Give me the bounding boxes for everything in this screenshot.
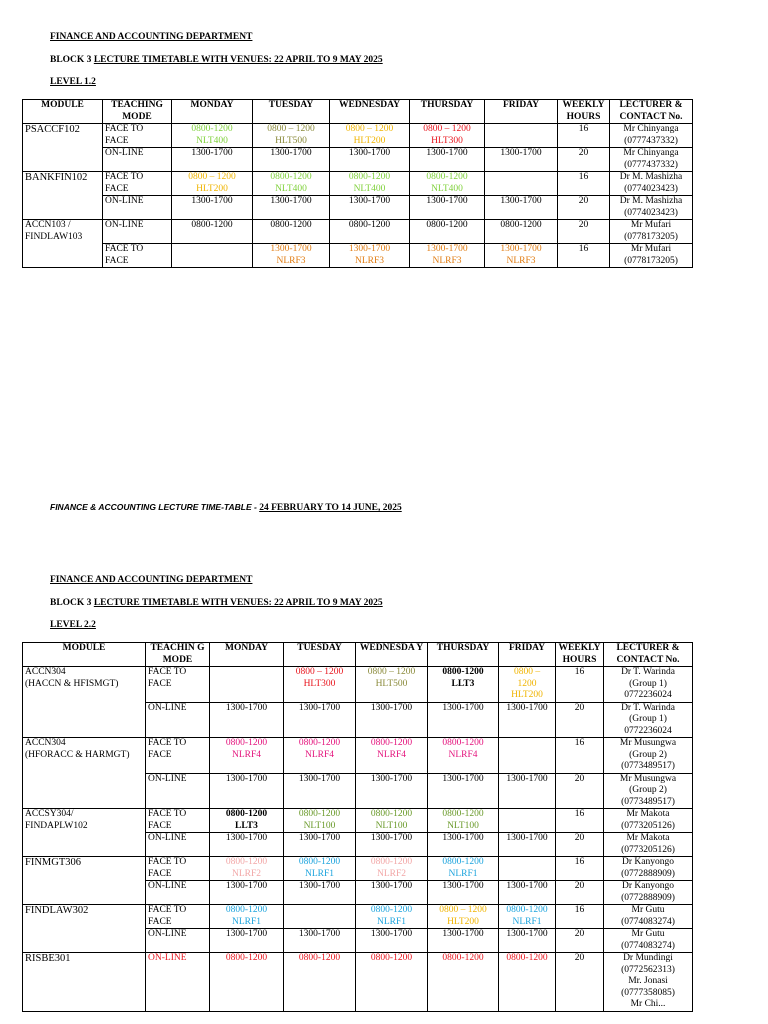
wednesday-slot: 0800 – 1200 HLT200	[330, 124, 410, 148]
friday-slot: 0800 – 1200 HLT200	[499, 667, 556, 703]
column-header: MONDAY	[210, 643, 284, 667]
wednesday-slot: 1300-1700 NLRF3	[330, 244, 410, 268]
column-header: FRIDAY	[485, 100, 558, 124]
friday-slot: 0800-1200	[485, 220, 558, 244]
weekly-hours-cell: 20	[558, 148, 610, 172]
monday-slot: 1300-1700	[210, 702, 284, 738]
weekly-hours-cell: 16	[556, 809, 604, 833]
timetable-level-2-2	[22, 642, 693, 1012]
thursday-slot: 0800 – 1200 HLT200	[428, 905, 499, 929]
friday-slot: 0800-1200 NLRF1	[499, 905, 556, 929]
tuesday-slot: 0800 – 1200 HLT500	[253, 124, 330, 148]
weekly-hours-cell: 20	[556, 929, 604, 953]
module-cell: PSACCF102	[23, 124, 103, 172]
thursday-slot: 1300-1700	[428, 833, 499, 857]
teaching-mode-cell: FACE TO FACE	[146, 809, 210, 833]
thursday-slot: 0800-1200	[428, 953, 499, 1012]
module-cell: FINDLAW302	[23, 905, 146, 953]
tuesday-slot: 0800-1200 NLRF4	[284, 738, 356, 774]
table-row	[23, 738, 693, 774]
friday-slot: 1300-1700	[499, 929, 556, 953]
column-header: THURSDAY	[410, 100, 485, 124]
column-header: MODULE	[23, 100, 103, 124]
lecturer-contact-cell: Mr Musungwa (Group 2) (0773489517)	[604, 773, 693, 809]
column-header: WEDNESDAY	[330, 100, 410, 124]
friday-slot: 1300-1700	[499, 833, 556, 857]
weekly-hours-cell: 20	[556, 833, 604, 857]
thursday-slot: 1300-1700	[428, 702, 499, 738]
block-heading-2: BLOCK 3 LECTURE TIMETABLE WITH VENUES: 22 APRIL TO 9 MAY 2025	[50, 598, 383, 608]
thursday-slot: 0800-1200 NLRF1	[428, 857, 499, 881]
monday-slot: 0800-1200 NLRF2	[210, 857, 284, 881]
department-heading-2: FINANCE AND ACCOUNTING DEPARTMENT	[50, 575, 253, 585]
teaching-mode-cell: ON-LINE	[146, 773, 210, 809]
friday-slot: 1300-1700	[499, 881, 556, 905]
module-cell: ACCSY304/ FINDAPLW102	[23, 809, 146, 857]
weekly-hours-cell: 16	[558, 172, 610, 196]
thursday-slot: 1300-1700	[410, 196, 485, 220]
column-header: LECTURER & CONTACT No.	[610, 100, 693, 124]
lecturer-contact-cell: Dr M. Mashizha (0774023423)	[610, 196, 693, 220]
block-heading-1: BLOCK 3 LECTURE TIMETABLE WITH VENUES: 22 APRIL TO 9 MAY 2025	[50, 55, 383, 65]
table-header-row	[23, 100, 693, 124]
friday-slot	[485, 172, 558, 196]
table-row	[23, 196, 693, 220]
thursday-slot: 1300-1700	[428, 881, 499, 905]
thursday-slot: 1300-1700	[428, 773, 499, 809]
teaching-mode-cell: FACE TO FACE	[103, 124, 172, 148]
column-header: THURSDAY	[428, 643, 499, 667]
teaching-mode-cell: ON-LINE	[146, 929, 210, 953]
lecturer-contact-cell: Mr Mufari (0778173205)	[610, 244, 693, 268]
timetable-period-title: FINANCE & ACCOUNTING LECTURE TIME-TABLE - 24 FEBRUARY TO 14 JUNE, 2025	[50, 502, 402, 513]
teaching-mode-cell: FACE TO FACE	[146, 905, 210, 929]
tuesday-slot: 0800-1200	[253, 220, 330, 244]
monday-slot: 0800-1200 LLT3	[210, 809, 284, 833]
column-header: WEEKLY HOURS	[558, 100, 610, 124]
wednesday-slot: 0800-1200 NLT400	[330, 172, 410, 196]
table-row	[23, 857, 693, 881]
lecturer-contact-cell: Dr T. Warinda (Group 1) 0772236024	[604, 702, 693, 738]
thursday-slot: 0800-1200 NLT100	[428, 809, 499, 833]
tuesday-slot: 1300-1700	[253, 148, 330, 172]
teaching-mode-cell: ON-LINE	[146, 833, 210, 857]
table-header-row	[23, 643, 693, 667]
teaching-mode-cell: FACE TO FACE	[103, 244, 172, 268]
friday-slot	[499, 738, 556, 774]
teaching-mode-cell: FACE TO FACE	[146, 857, 210, 881]
column-header: TUESDAY	[284, 643, 356, 667]
monday-slot: 0800-1200	[210, 953, 284, 1012]
monday-slot	[210, 667, 284, 703]
wednesday-slot: 1300-1700	[356, 881, 428, 905]
department-heading-1: FINANCE AND ACCOUNTING DEPARTMENT	[50, 32, 253, 42]
table-row	[23, 809, 693, 833]
column-header: MONDAY	[172, 100, 253, 124]
timetable-level-1-2	[22, 99, 693, 268]
teaching-mode-cell: ON-LINE	[146, 953, 210, 1012]
teaching-mode-cell: ON-LINE	[103, 196, 172, 220]
weekly-hours-cell: 20	[556, 702, 604, 738]
column-header: TUESDAY	[253, 100, 330, 124]
wednesday-slot: 1300-1700	[330, 196, 410, 220]
monday-slot: 1300-1700	[210, 881, 284, 905]
module-cell: ACCN304 (HACCN & HFISMGT)	[23, 667, 146, 738]
lecturer-contact-cell: Mr Gutu (0774083274)	[604, 929, 693, 953]
module-cell: RISBE301	[23, 953, 146, 1012]
weekly-hours-cell: 16	[556, 857, 604, 881]
monday-slot	[172, 244, 253, 268]
tuesday-slot: 0800-1200	[284, 953, 356, 1012]
lecturer-contact-cell: Dr M. Mashizha (0774023423)	[610, 172, 693, 196]
module-cell: ACCN304 (HFORACC & HARMGT)	[23, 738, 146, 809]
teaching-mode-cell: FACE TO FACE	[146, 738, 210, 774]
monday-slot: 1300-1700	[172, 196, 253, 220]
monday-slot: 1300-1700	[210, 833, 284, 857]
column-header: MODULE	[23, 643, 146, 667]
friday-slot: 1300-1700	[485, 148, 558, 172]
thursday-slot: 0800-1200	[410, 220, 485, 244]
weekly-hours-cell: 20	[556, 953, 604, 1012]
wednesday-slot: 0800-1200 NLT100	[356, 809, 428, 833]
monday-slot: 0800-1200 NLRF1	[210, 905, 284, 929]
level-heading-2: LEVEL 2.2	[50, 620, 96, 630]
thursday-slot: 1300-1700	[428, 929, 499, 953]
wednesday-slot: 0800-1200 NLRF1	[356, 905, 428, 929]
level-heading-1: LEVEL 1.2	[50, 77, 96, 87]
thursday-slot: 1300-1700	[410, 148, 485, 172]
teaching-mode-cell: ON-LINE	[103, 220, 172, 244]
thursday-slot: 0800-1200 NLT400	[410, 172, 485, 196]
module-cell: BANKFIN102	[23, 172, 103, 220]
monday-slot: 0800 – 1200 HLT200	[172, 172, 253, 196]
wednesday-slot: 1300-1700	[356, 929, 428, 953]
monday-slot: 0800-1200 NLRF4	[210, 738, 284, 774]
weekly-hours-cell: 20	[558, 220, 610, 244]
wednesday-slot: 0800-1200	[330, 220, 410, 244]
table-row	[23, 905, 693, 929]
table-row	[23, 953, 693, 1012]
friday-slot: 1300-1700	[499, 773, 556, 809]
monday-slot: 0800-1200	[172, 220, 253, 244]
teaching-mode-cell: FACE TO FACE	[103, 172, 172, 196]
weekly-hours-cell: 20	[558, 196, 610, 220]
weekly-hours-cell: 20	[556, 773, 604, 809]
wednesday-slot: 1300-1700	[356, 773, 428, 809]
wednesday-slot: 1300-1700	[356, 702, 428, 738]
teaching-mode-cell: ON-LINE	[103, 148, 172, 172]
lecturer-contact-cell: Mr Makota (0773205126)	[604, 833, 693, 857]
tuesday-slot: 1300-1700	[284, 881, 356, 905]
lecturer-contact-cell: Mr Musungwa (Group 2) (0773489517)	[604, 738, 693, 774]
table-row	[23, 148, 693, 172]
table-row	[23, 220, 693, 244]
table-row	[23, 244, 693, 268]
tuesday-slot: 1300-1700	[253, 196, 330, 220]
tuesday-slot: 1300-1700	[284, 833, 356, 857]
column-header: WEDNESDA Y	[356, 643, 428, 667]
column-header: LECTURER & CONTACT No.	[604, 643, 693, 667]
lecturer-contact-cell: Mr Mufari (0778173205)	[610, 220, 693, 244]
thursday-slot: 1300-1700 NLRF3	[410, 244, 485, 268]
column-header: TEACHIN G MODE	[146, 643, 210, 667]
wednesday-slot: 0800-1200 NLRF4	[356, 738, 428, 774]
monday-slot: 0800-1200 NLT400	[172, 124, 253, 148]
monday-slot: 1300-1700	[210, 773, 284, 809]
teaching-mode-cell: FACE TO FACE	[146, 667, 210, 703]
tuesday-slot	[284, 905, 356, 929]
weekly-hours-cell: 16	[556, 667, 604, 703]
weekly-hours-cell: 16	[556, 738, 604, 774]
wednesday-slot: 1300-1700	[356, 833, 428, 857]
tuesday-slot: 0800-1200 NLT400	[253, 172, 330, 196]
friday-slot	[499, 809, 556, 833]
tuesday-slot: 0800-1200 NLT100	[284, 809, 356, 833]
tuesday-slot: 0800 – 1200 HLT300	[284, 667, 356, 703]
friday-slot: 0800-1200	[499, 953, 556, 1012]
friday-slot: 1300-1700 NLRF3	[485, 244, 558, 268]
friday-slot: 1300-1700	[499, 702, 556, 738]
thursday-slot: 0800-1200 LLT3	[428, 667, 499, 703]
thursday-slot: 0800-1200 NLRF4	[428, 738, 499, 774]
teaching-mode-cell: ON-LINE	[146, 881, 210, 905]
table-row	[23, 667, 693, 703]
wednesday-slot: 0800 – 1200 HLT500	[356, 667, 428, 703]
wednesday-slot: 0800-1200 NLRF2	[356, 857, 428, 881]
lecturer-contact-cell: Mr Gutu (0774083274)	[604, 905, 693, 929]
wednesday-slot: 1300-1700	[330, 148, 410, 172]
weekly-hours-cell: 20	[556, 881, 604, 905]
tuesday-slot: 1300-1700	[284, 702, 356, 738]
thursday-slot: 0800 – 1200 HLT300	[410, 124, 485, 148]
module-cell: ACCN103 / FINDLAW103	[23, 220, 103, 268]
lecturer-contact-cell: Dr Mundingi (0772562313) Mr. Jonasi (0777358085) Mr Chi...	[604, 953, 693, 1012]
column-header: TEACHING MODE	[103, 100, 172, 124]
tuesday-slot: 0800-1200 NLRF1	[284, 857, 356, 881]
lecturer-contact-cell: Mr Chinyanga (0777437332)	[610, 124, 693, 148]
friday-slot	[499, 857, 556, 881]
module-cell: FINMGT306	[23, 857, 146, 905]
tuesday-slot: 1300-1700 NLRF3	[253, 244, 330, 268]
column-header: WEEKLY HOURS	[556, 643, 604, 667]
table-row	[23, 172, 693, 196]
friday-slot	[485, 124, 558, 148]
wednesday-slot: 0800-1200	[356, 953, 428, 1012]
lecturer-contact-cell: Mr Chinyanga (0777437332)	[610, 148, 693, 172]
monday-slot: 1300-1700	[172, 148, 253, 172]
weekly-hours-cell: 16	[558, 124, 610, 148]
friday-slot: 1300-1700	[485, 196, 558, 220]
teaching-mode-cell: ON-LINE	[146, 702, 210, 738]
tuesday-slot: 1300-1700	[284, 929, 356, 953]
lecturer-contact-cell: Dr T. Warinda (Group 1) 0772236024	[604, 667, 693, 703]
weekly-hours-cell: 16	[558, 244, 610, 268]
lecturer-contact-cell: Dr Kanyongo (0772888909)	[604, 881, 693, 905]
lecturer-contact-cell: Dr Kanyongo (0772888909)	[604, 857, 693, 881]
tuesday-slot: 1300-1700	[284, 773, 356, 809]
weekly-hours-cell: 16	[556, 905, 604, 929]
lecturer-contact-cell: Mr Makota (0773205126)	[604, 809, 693, 833]
monday-slot: 1300-1700	[210, 929, 284, 953]
table-row	[23, 124, 693, 148]
column-header: FRIDAY	[499, 643, 556, 667]
